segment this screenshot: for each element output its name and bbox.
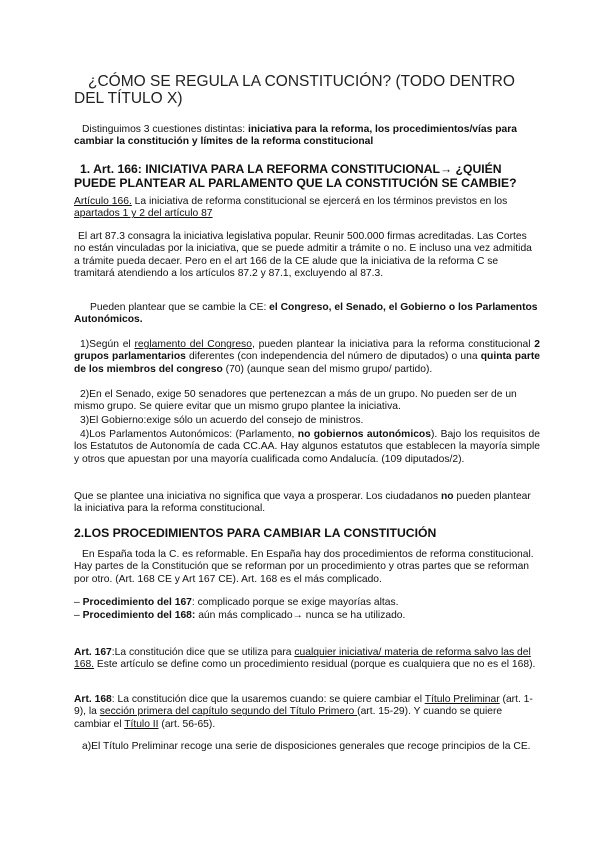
procedure-168-item: – Procedimiento del 168: aún más complicado→ nunca se ha utilizado. [74, 610, 406, 621]
citizens-paragraph: Que se plantee una iniciativa no significa que vaya a prosperar. Los ciudadanos no pueden plantear la iniciativa para la reforma constitucional. [74, 491, 531, 515]
section1-heading: 1. Art. 166: INICIATIVA PARA LA REFORMA CONSTITUCIONAL→ ¿QUIÉN PUEDE PLANTEAR AL PARLAMENTO QUE LA CONSTITUCIÓN SE CAMBIE? [74, 162, 517, 190]
section2-heading: 2.LOS PROCEDIMIENTOS PARA CAMBIAR LA CONSTITUCIÓN [74, 526, 437, 540]
ilp-paragraph: El art 87.3 consagra la iniciativa legislativa popular. Reunir 500.000 firmas acreditadas. Las Cortes no están vinculadas por la iniciativa, que se puede admitir a trámite o no. E incluso una vez admitida a trámite pueda decaer. Pero en el art 166 de la CE alude que la iniciativa de la reforma C se tramitará atendiendo a los artículos 87.2 y 87.1, excluyendo al 87.3. [74, 231, 532, 279]
senate-item: 2)En el Senado, exige 50 senadores que pertenezcan a más de un grupo. No pueden ser de un mismo grupo. Se quiere evitar que un mismo grupo plantee la iniciativa. [74, 389, 517, 413]
procedures-paragraph: En España toda la C. es reformable. En España hay dos procedimientos de reforma constitucional. Hay partes de la Constitución que se reforman por un procedimiento y otras partes que se reforman por otro. (Art. 168 CE y Art 167 CE). Art. 168 es el más complicado. [74, 549, 534, 585]
autonomous-parliaments-item: 4)Los Parlamentos Autonómicos: (Parlamento, no gobiernos autonómicos). Bajo los requisitos de los Estatutos de Autonomía de cada CC.AA. Hay algunos estatutos que establecen la mayoría simple y otros que apuestan por una mayoría cualificada como Andalucía. (109 diputados/2). [74, 429, 540, 465]
who-can-propose-paragraph: Pueden plantear que se cambie la CE: el Congreso, el Senado, el Gobierno o los Parlamentos Autonómicos. [74, 302, 538, 326]
art167-paragraph: Art. 167:La constitución dice que se utiliza para cualquier iniciativa/ materia de reforma salvo las del 168. Este artículo se define como un procedimiento residual (porque es cualquiera que no es el 168). [74, 647, 536, 671]
title-preliminar-paragraph: a)El Título Preliminar recoge una serie de disposiciones generales que recoge principios de la CE. [82, 741, 531, 752]
intro-paragraph: Distinguimos 3 cuestiones distintas: iniciativa para la reforma, los procedimientos/vías para cambiar la constitución y límites de la reforma constitucional [74, 124, 517, 148]
art166-paragraph: Artículo 166. La iniciativa de reforma constitucional se ejercerá en los términos previstos en los apartados 1 y 2 del artículo 87 [74, 196, 508, 220]
procedure-167-item: – Procedimiento del 167: complicado porque se exige mayorías altas. [74, 597, 399, 608]
government-item: 3)El Gobierno:exige sólo un acuerdo del consejo de ministros. [80, 415, 364, 426]
art168-paragraph: Art. 168: La constitución dice que la usaremos cuando: se quiere cambiar el Título Preliminar (art. 1-9), la sección primera del capítulo segundo del Título Primero (art. 15-29). Y cuando se quiere cambiar el Título II (art. 56-65). [74, 694, 533, 730]
page-title: ¿CÓMO SE REGULA LA CONSTITUCIÓN? (TODO DENTRO DEL TÍTULO X) [74, 73, 515, 107]
congress-item: 1)Según el reglamento del Congreso, pueden plantear la iniciativa para la reforma constitucional 2 grupos parlamentarios diferentes (con independencia del número de diputados) o una quinta parte de los miembros del congreso (70) (aunque sean del mismo grupo/ partido). [74, 339, 541, 375]
